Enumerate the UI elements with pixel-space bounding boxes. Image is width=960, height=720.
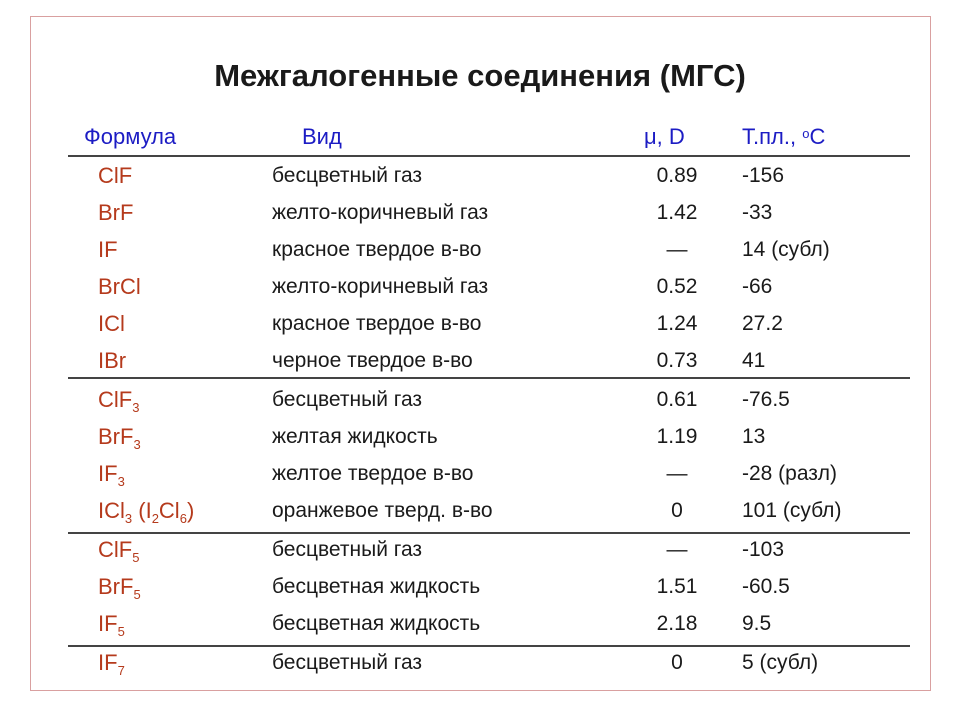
formula-cell [98, 498, 194, 524]
melting-point-cell: -60.5 [742, 575, 790, 598]
formula-subscript: 5 [133, 587, 141, 602]
formula-cell [98, 311, 125, 337]
melting-point-cell: 41 [742, 349, 766, 372]
melting-point-cell: -156 [742, 164, 785, 187]
formula-text: ) [186, 498, 195, 523]
formula-cell [98, 461, 125, 487]
formula-text: ClF [98, 387, 133, 412]
formula-text: ClF [98, 163, 133, 188]
formula-text: IF [98, 611, 118, 636]
header-melting-point [742, 124, 825, 150]
table-row [0, 574, 960, 611]
formula-text: BrF [98, 574, 134, 599]
formula-cell [98, 237, 118, 263]
table-row [0, 537, 960, 574]
formula-cell [98, 537, 139, 563]
melting-point-cell: -76.5 [742, 388, 790, 411]
header-kind: Вид [302, 124, 342, 149]
table-row [0, 237, 960, 274]
dipole-cell: 1.51 [656, 575, 698, 598]
kind-cell: бесцветная жидкость [272, 575, 481, 598]
formula-subscript: 2 [151, 511, 159, 526]
header-melting-point-unit: C [809, 124, 826, 149]
formula-text: IF [98, 461, 118, 486]
formula-cell [98, 348, 126, 374]
dipole-cell: — [666, 538, 688, 561]
formula-subscript: 3 [133, 437, 141, 452]
header-dipole: μ, D [644, 124, 685, 149]
melting-point-cell: -103 [742, 538, 785, 561]
dipole-cell: 0.52 [656, 275, 698, 298]
header-melting-point-prefix: Т.пл., [742, 124, 803, 149]
formula-text: ICl [98, 498, 125, 523]
melting-point-cell: 14 (субл) [742, 238, 830, 261]
kind-cell: красное твердое в-во [272, 238, 482, 261]
formula-cell [98, 200, 133, 226]
formula-subscript: 3 [117, 474, 125, 489]
formula-subscript: 5 [132, 550, 140, 565]
formula-text: BrF [98, 200, 134, 225]
formula-subscript: 5 [117, 624, 125, 639]
melting-point-cell: 5 (субл) [742, 651, 819, 674]
table-row [0, 461, 960, 498]
kind-cell: черное твердое в-во [272, 349, 473, 372]
dipole-cell: 0 [671, 499, 683, 522]
dipole-cell: 1.42 [656, 201, 698, 224]
kind-cell: желтая жидкость [272, 425, 438, 448]
melting-point-cell: -33 [742, 201, 773, 224]
table-row [0, 200, 960, 237]
formula-cell [98, 650, 125, 676]
dipole-cell: 1.19 [656, 425, 698, 448]
dipole-cell: 0 [671, 651, 683, 674]
kind-cell: бесцветный газ [272, 538, 423, 561]
melting-point-cell: 13 [742, 425, 766, 448]
table-row [0, 387, 960, 424]
kind-cell: желто-коричневый газ [272, 201, 489, 224]
kind-cell: красное твердое в-во [272, 312, 482, 335]
formula-text: IBr [98, 348, 127, 373]
header-degree: o [802, 126, 810, 141]
dipole-cell: — [666, 462, 688, 485]
formula-text: ICl [98, 311, 125, 336]
formula-text: BrF [98, 424, 134, 449]
formula-text: IF [98, 650, 118, 675]
kind-cell: бесцветный газ [272, 388, 423, 411]
melting-point-cell: -66 [742, 275, 773, 298]
dipole-cell: 0.89 [656, 164, 698, 187]
kind-cell: бесцветный газ [272, 651, 423, 674]
page-title: Межгалогенные соединения (МГС) [214, 58, 746, 93]
formula-text: Cl [158, 498, 180, 523]
kind-cell: желто-коричневый газ [272, 275, 489, 298]
formula-subscript: 3 [124, 511, 133, 526]
formula-text: ClF [98, 537, 133, 562]
formula-cell [98, 274, 141, 300]
table-row [0, 348, 960, 385]
formula-text: (I [132, 498, 152, 523]
header-formula: Формула [84, 124, 177, 149]
formula-text: BrCl [98, 274, 141, 299]
dipole-cell: 2.18 [656, 612, 698, 635]
formula-subscript: 7 [117, 663, 125, 678]
kind-cell: бесцветный газ [272, 164, 423, 187]
dipole-cell: 1.24 [656, 312, 698, 335]
table-row [0, 311, 960, 348]
melting-point-cell: 101 (субл) [742, 499, 842, 522]
kind-cell: оранжевое тверд. в-во [272, 499, 493, 522]
melting-point-cell: -28 (разл) [742, 462, 837, 485]
formula-cell [98, 574, 141, 600]
table-row [0, 424, 960, 461]
formula-cell [98, 424, 141, 450]
kind-cell: бесцветная жидкость [272, 612, 481, 635]
formula-subscript: 3 [132, 400, 140, 415]
table-row [0, 650, 960, 687]
formula-subscript: 6 [179, 511, 187, 526]
table-row [0, 163, 960, 200]
formula-cell [98, 387, 139, 413]
dipole-cell: 0.61 [656, 388, 698, 411]
table-row [0, 274, 960, 311]
header-divider [68, 155, 910, 157]
dipole-cell: — [666, 238, 688, 261]
formula-cell [98, 163, 132, 189]
dipole-cell: 0.73 [656, 349, 698, 372]
formula-cell [98, 611, 125, 637]
formula-text: IF [98, 237, 118, 262]
kind-cell: желтое твердое в-во [272, 462, 474, 485]
melting-point-cell: 9.5 [742, 612, 772, 635]
melting-point-cell: 27.2 [742, 312, 783, 335]
table-row [0, 611, 960, 648]
table-row [0, 498, 960, 535]
